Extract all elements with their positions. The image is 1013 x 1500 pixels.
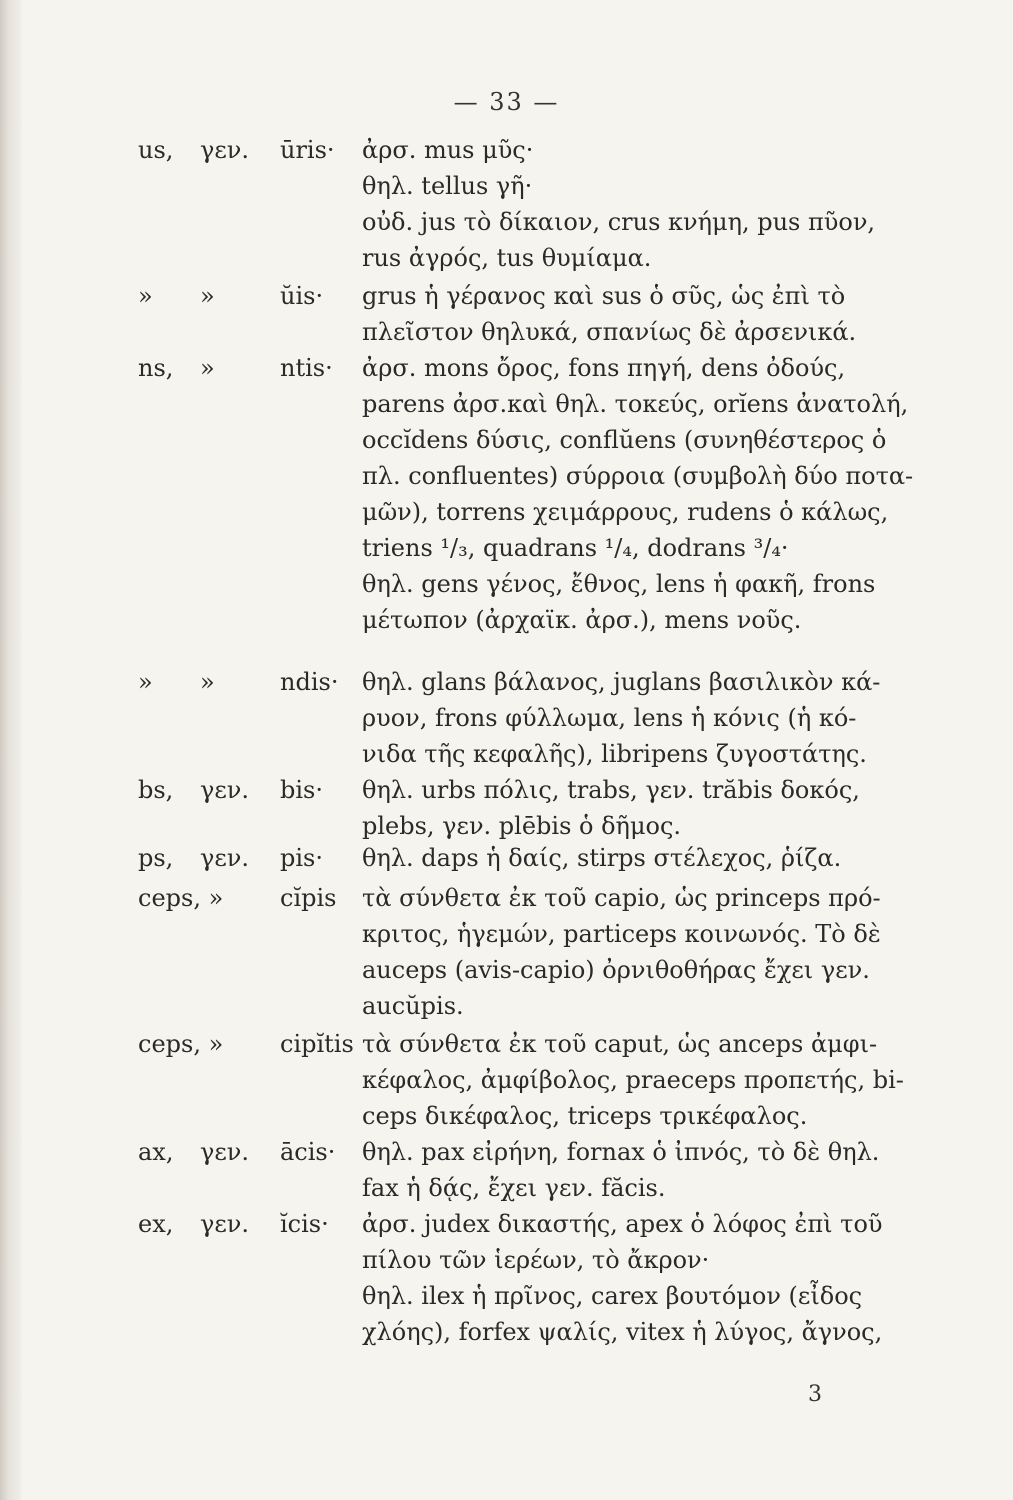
text-line: θηλ. pax εἰρήνη, fornax ὁ ἰπνός, τὸ δὲ θηλ.	[362, 1138, 880, 1166]
entry-ending: »	[138, 282, 153, 310]
entry-ending: ps,	[138, 844, 174, 872]
entry-stem: ndis·	[280, 668, 339, 696]
entry-ending: »	[138, 668, 153, 696]
text-line: πλεῖστον θηλυκά, σπανίως δὲ ἀρσενικά.	[362, 318, 857, 346]
entry-genitive-marker: γεν.	[200, 1210, 249, 1238]
entry-genitive-marker: γεν.	[200, 1138, 249, 1166]
entry-stem: ĭcis·	[280, 1210, 329, 1238]
text-line: μῶν), torrens χειμάρρους, rudens ὁ κάλως,	[362, 498, 889, 526]
entry-body	[362, 772, 932, 844]
entry-ending: ax,	[138, 1138, 174, 1166]
entry-stem: ūris·	[280, 136, 335, 164]
text-line: ceps δικέφαλος, triceps τρικέφαλος.	[362, 1102, 808, 1130]
text-line: auceps (avis-capio) ὀρνιθοθήρας ἔχει γεν.	[362, 956, 870, 984]
text-line: θηλ. gens γένος, ἔθνος, lens ἡ φακῆ, frons	[362, 570, 876, 598]
entry-ending: ceps, »	[138, 884, 224, 912]
entry-stem: ntis·	[280, 354, 333, 382]
text-line: triens ¹/₃, quadrans ¹/₄, dodrans ³/₄·	[362, 534, 789, 562]
entry-body	[362, 664, 932, 772]
entry-body	[362, 350, 932, 638]
entry-body	[362, 278, 932, 350]
text-line: ἀρσ. mons ὄρος, fons πηγή, dens ὀδούς,	[362, 354, 846, 382]
signature-mark: 3	[808, 1382, 822, 1407]
entry-body	[362, 132, 932, 276]
entry-stem: cĭpis	[280, 884, 337, 912]
text-line: πίλου τῶν ἱερέων, τὸ ἄκρον·	[362, 1246, 710, 1274]
text-line: occĭdens δύσις, conflŭens (συνηθέστερος ὁ	[362, 426, 887, 454]
entry-body	[362, 1206, 932, 1350]
entry-ending: ns,	[138, 354, 174, 382]
entry-stem: pis·	[280, 844, 323, 872]
entry-ending: bs,	[138, 776, 174, 804]
text-line: τὰ σύνθετα ἐκ τοῦ capio, ὡς princeps πρό-	[362, 884, 881, 912]
text-line: aucŭpis.	[362, 992, 464, 1020]
entry-genitive-marker: γεν.	[200, 844, 249, 872]
text-line: θηλ. ilex ἡ πρῖνος, carex βουτόμον (εἶδος	[362, 1282, 863, 1310]
entry-body	[362, 1026, 932, 1134]
entry-genitive-marker: γεν.	[200, 776, 249, 804]
entry-genitive-marker: »	[200, 354, 215, 382]
text-line: οὐδ. jus τὸ δίκαιον, crus κνήμη, pus πῦον,	[362, 208, 876, 236]
text-line: rus ἀγρός, tus θυμίαμα.	[362, 244, 652, 272]
text-line: κριτος, ἡγεμών, particeps κοινωνός. Τὸ δὲ	[362, 920, 881, 948]
text-line: πλ. confluentes) σύρροια (συμβολὴ δύο ποτα-	[362, 462, 914, 490]
text-line: plebs, γεν. plēbis ὁ δῆμος.	[362, 812, 682, 840]
entry-genitive-marker: γεν.	[200, 136, 249, 164]
text-line: parens ἀρσ.καὶ θηλ. τοκεύς, orĭens ἀνατολή,	[362, 390, 909, 418]
entry-body	[362, 880, 932, 1024]
entry-body	[362, 840, 932, 876]
text-line: grus ἡ γέρανος καὶ sus ὁ σῦς, ὡς ἐπὶ τὸ	[362, 282, 846, 310]
text-line: κέφαλος, ἀμφίβολος, praeceps προπετής, bi-	[362, 1066, 904, 1094]
text-line: τὰ σύνθετα ἐκ τοῦ caput, ὡς anceps ἀμφι-	[362, 1030, 878, 1058]
text-line: ἀρσ. judex δικαστής, apex ὁ λόφος ἐπὶ τοῦ	[362, 1210, 883, 1238]
text-line: νιδα τῆς κεφαλῆς), libripens ζυγοστάτης.	[362, 740, 867, 768]
page-number: — 33 —	[453, 88, 560, 116]
entry-body	[362, 1134, 932, 1206]
text-line: fax ἡ δᾴς, ἔχει γεν. făcis.	[362, 1174, 666, 1202]
text-line: ρυον, frons φύλλωμα, lens ἡ κόνις (ἡ κό-	[362, 704, 857, 732]
entry-stem: bis·	[280, 776, 323, 804]
entry-ending: ex,	[138, 1210, 174, 1238]
text-line: μέτωπον (ἀρχαϊκ. ἀρσ.), mens νοῦς.	[362, 606, 802, 634]
text-line: θηλ. glans βάλανος, juglans βασιλικὸν κά-	[362, 668, 881, 696]
entry-genitive-marker: »	[200, 668, 215, 696]
text-line: ἀρσ. mus μῦς·	[362, 136, 534, 164]
entry-ending: ceps, »	[138, 1030, 224, 1058]
entry-ending: us,	[138, 136, 174, 164]
entry-stem: ŭis·	[280, 282, 324, 310]
text-line: χλόης), forfex ψαλίς, vitex ἡ λύγος, ἄγνος,	[362, 1318, 883, 1346]
entry-genitive-marker: »	[200, 282, 215, 310]
entry-stem: cipĭtis	[280, 1030, 354, 1058]
entry-stem: ācis·	[280, 1138, 336, 1166]
text-line: θηλ. tellus γῆ·	[362, 172, 533, 200]
text-line: θηλ. daps ἡ δαίς, stirps στέλεχος, ῥίζα.	[362, 844, 842, 872]
text-line: θηλ. urbs πόλις, trabs, γεν. trăbis δοκός,	[362, 776, 860, 804]
